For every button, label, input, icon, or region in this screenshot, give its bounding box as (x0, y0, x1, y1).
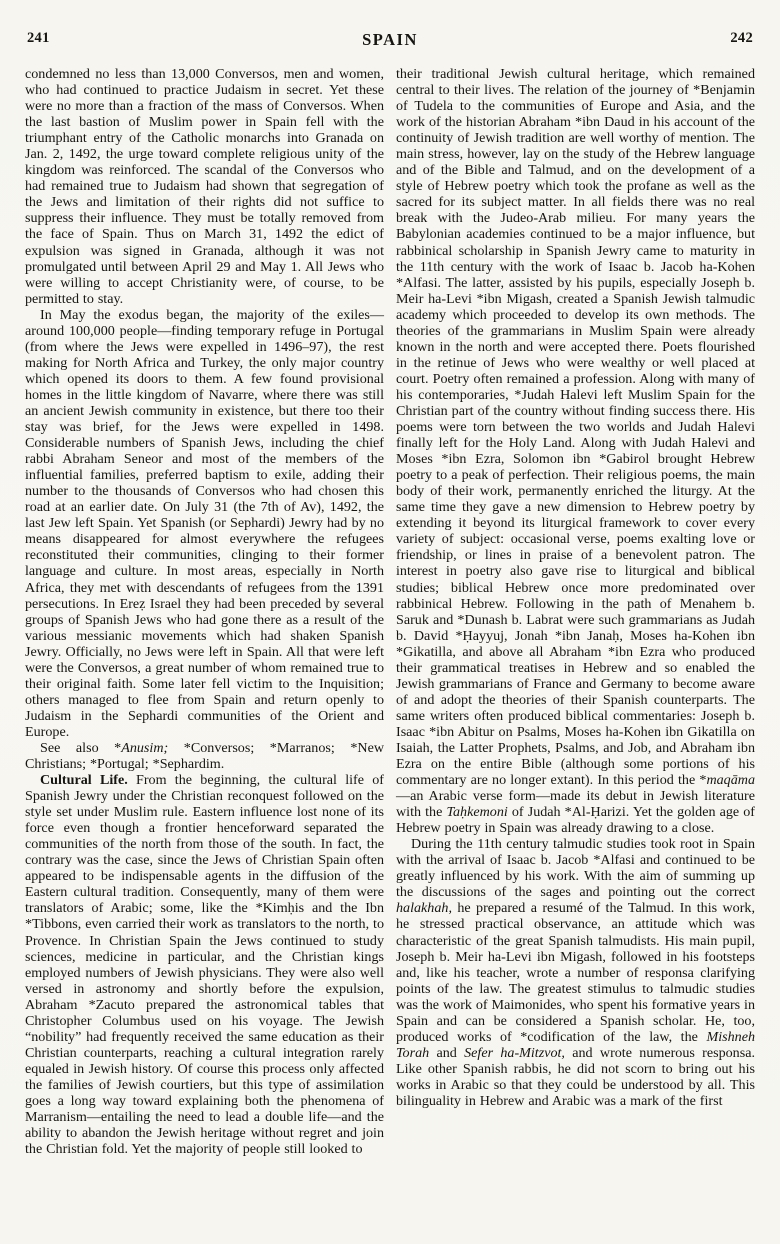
text-run: —an Arabic verse form—made its debut in Jewish literature with the (396, 788, 755, 821)
page-number-right: 242 (730, 30, 753, 46)
paragraph (25, 772, 384, 1157)
text-run: Mishneh Torah (396, 1028, 755, 1061)
text-run: From the beginning, the cultural life of Spanish Jewry under the Christian reconquest followed on the style set under Muslim rule. Eastern influence lost none of its force even though a frontier henceforward separated the communities of the north from those of the south. In fact, the contrary was the case, since the Jews of Christian Spain often appeared to be indispensable agents in the diffusion of the Eastern cultural tradition. Consequently, many of them were translators of Arabic; some, like the *Kimḥis and the Ibn *Tibbons, even carried their work as translators to the north, to Provence. In Christian Spain the Jews continued to study sciences, medicine in particular, and the Christian kings employed numbers of Jewish physicians. They were also well versed in astronomy and shortly before the expulsion, Abraham *Zacuto prepared the astronomical tables that Christopher Columbus used on his voyage. The Jewish “nobility” had frequently received the same education as their Christian counterparts, reaching a cultural integration rarely equaled in Jewish history. Of course this process only affected the families of Jewish courtiers, but this type of assimilation goes a long way toward explaining both the phenomena of Marranism—entailing the need to lead a double life—and the ability to abandon the Jewish heritage without regret and join the Christian fold. Yet the majority of people still looked to (25, 772, 384, 1158)
paragraph (396, 836, 755, 1109)
running-head (25, 30, 755, 52)
text-run: During the 11th century talmudic studies took root in Spain with the arrival of Isaac b. Jacob *Alfasi and continued to be greatly influenced by his work. With the aim of summing up the discussions of the sages and pointing out the correct (396, 836, 755, 901)
text-run: and (429, 1044, 465, 1061)
page-number-left: 241 (27, 30, 50, 46)
text-run: *Conversos; *Marranos; *New Christians; *Portugal; *Sephardim. (25, 739, 384, 773)
paragraph (25, 66, 384, 307)
text-run: Anusim; (121, 739, 169, 756)
text-run: maqāma (706, 772, 755, 789)
paragraph (25, 307, 384, 740)
paragraph (25, 740, 384, 772)
text-run: Taḥkemoni (446, 804, 508, 821)
text-column-left (25, 66, 384, 1157)
text-run: Sefer ha-Mitzvot, (464, 1044, 565, 1061)
text-run: In May the exodus began, the majority of the exiles—around 100,000 people—finding temporary refuge in Portugal (from where the Jews were expelled in 1496–97), the rest making for North Africa and Turkey, the only major country which opened its doors to them. A few found provisional homes in the little kingdom of Navarre, where there was still an ancient Jewish community in existence, but there too their stay was brief, for the Jews were expelled in 1498. Considerable numbers of Spanish Jews, including the chief rabbi Abraham Seneor and most of the members of the influential families, preferred baptism to exile, adding their number to the thousands of Conversos who had chosen this road at an earlier date. On July 31 (the 7th of Av), 1492, the last Jew left Spain. Yet Spanish (or Sephardi) Jewry had by no means disappeared for almost everywhere the refugees reconstituted their communities, clinging to their former language and culture. In most areas, especially in North Africa, they met with descendants of refugees from the 1391 persecutions. In Ereẓ Israel they had been preceded by several groups of Spanish Jews who had gone there as a result of the various messianic movements which had shaken Spanish Jewry. Officially, no Jews were left in Spain. All that were left were the Conversos, a great number of whom remained true to their original faith. Some later fell victim to the Inquisition; others managed to flee from Spain and return openly to Judaism in the Sephardi communities of the Orient and Europe. (25, 306, 384, 740)
text-run: See also * (40, 739, 122, 756)
text-run: Cultural Life. (40, 772, 136, 789)
text-run: halakhah, (396, 900, 452, 917)
text-run: of Judah *Al-Ḥarizi. Yet the golden age of Hebrew poetry in Spain was already drawing to a close. (396, 804, 755, 837)
page-title: SPAIN (362, 30, 418, 49)
text-column-right (396, 66, 755, 1157)
text-run: condemned no less than 13,000 Conversos, men and women, who had continued to practice Judaism in secret. Yet these were no more than a fraction of the mass of Conversos. When the last bastion of Muslim power in Spain fell with the triumphant entry of the Catholic monarchs into Granada on Jan. 2, 1492, the urge toward complete religious unity of the kingdom was reinforced. The scandal of the Conversos who had remained true to Judaism had shown that segregation of the Jews and limitation of their rights did not suffice to suppress their influence. They must be totally removed from the face of Spain. Thus on March 31, 1492 the edict of expulsion was signed in Granada, although it was not promulgated until between April 29 and May 1. All Jews who were willing to accept Christianity were, of course, to be permitted to stay. (25, 66, 384, 307)
text-run: their traditional Jewish cultural heritage, which remained central to their lives. The relation of the journey of *Benjamin of Tudela to the communities of Europe and Asia, and the work of the historian Abraham *ibn Daud in his account of the continuity of Jewish tradition are well worthy of mention. The main stress, however, lay on the study of the Hebrew language and of the Bible and Talmud, and on the development of a style of Hebrew poetry which took the profane as well as the sacred for its subject matter. In all fields there was no real break with the Judeo-Arab milieu. For many years the Babylonian academies continued to be a major influence, but rabbinical scholarship in Spanish Jewry came to maturity in the 11th century with the work of Isaac b. Jacob ha-Kohen *Alfasi. The latter, assisted by his pupils, especially Joseph b. Meir ha-Levi *ibn Migash, created a Spanish Jewish talmudic academy which proceeded to develop its own methods. The theories of the grammarians in Muslim Spain were already known in the north and were accepted there. Poets flourished in the retinue of Jews who were wealthy or well placed at court. Poetry often remained a profession. Along with many of his contemporaries, *Judah Halevi left Muslim Spain for the Christian part of the country without finding success there. His poems were torn between the two worlds and Judah Halevi finally left for the Holy Land. Along with Judah Halevi and Moses *ibn Ezra, Solomon ibn *Gabirol brought Hebrew poetry to a peak of perfection. Their religious poems, the main body of their work, permanently enriched the liturgy. At the same time they gave a new dimension to Hebrew poetry by extending it beyond its liturgical framework to cover every variety of subject: occasional verse, poems exalting love or friendship, or lines in praise of a benevolent patron. The interest in poetry also gave rise to liturgical and biblical studies; biblical Hebrew once more predominated over rabbinical Hebrew. Following in the path of Menahem b. Saruk and *Dunash b. Labrat were such grammarians as Judah b. David *Ḥayyuj, Jonah *ibn Janaḥ, Moses ha-Kohen ibn *Gikatilla, and above all Abraham *ibn Ezra who produced their grammatical treatises in Hebrew and so enabled the Jewish grammarians of France and Germany to become aware of and adopt the theories of their Spanish counterparts. The same writers often produced biblical commentaries: Joseph b. Isaac *ibn Abitur on Psalms, Moses ha-Kohen ibn Gikatilla on Isaiah, the Latter Prophets, Psalms, and Job, and Abraham ibn Ezra on the entire Bible (although some portions of his commentary are no longer extant). In this period the * (396, 66, 755, 789)
text-run: and wrote numerous responsa. Like other Spanish rabbis, he did not scorn to bring out his works in Arabic so that they could be understood by all. This bilinguality in Hebrew and Arabic was a mark of the first (396, 1044, 755, 1109)
text-run: he prepared a resumé of the Talmud. In this work, he stressed practical observance, an attitude which was characteristic of the great Spanish talmudists. His main pupil, Joseph b. Meir ha-Levi ibn Migash, followed in his footsteps and, like his teacher, wrote a number of responsa clarifying points of the law. The greatest stimulus to talmudic studies was the work of Maimonides, who spent his formative years in Spain and can be considered a Spanish scholar. He, too, produced works of *codification of the law, the (396, 900, 756, 1045)
paragraph (396, 66, 755, 836)
text-columns (25, 66, 755, 1157)
